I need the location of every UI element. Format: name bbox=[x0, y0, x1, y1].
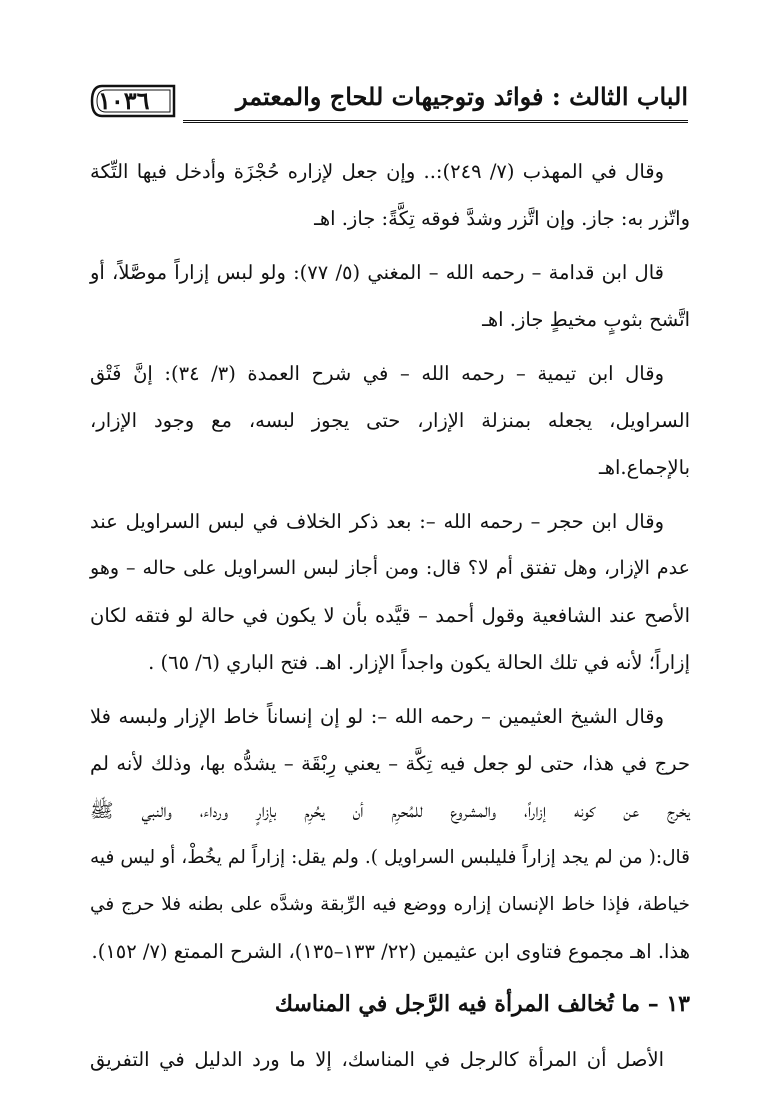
text-line: وقال ابن تيمية – رحمه الله – في شرح العمدة (٣/ ٣٤): إنَّ فَتْق bbox=[90, 362, 664, 385]
text-line: يخرج عن كونه إزاراً، والمشروع للمُحرِم أن يحُرِم بإزارٍ ورداء، والنبي ﷺ bbox=[90, 799, 690, 822]
text-line: بالإجماع.اهـ bbox=[598, 456, 690, 479]
text-line: الأصح عند الشافعية وقول أحمد – قيَّده بأن لا يكون في حالة لو فتقه لكان bbox=[90, 604, 690, 627]
paragraph bbox=[90, 693, 690, 975]
paragraph bbox=[90, 249, 690, 343]
section-heading: ١٣ – ما تُخالف المرأة فيه الرَّجل في المناسك bbox=[274, 991, 690, 1017]
text-line: هذا. اهـ مجموع فتاوى ابن عثيمين (٢٢/ ١٣٣–١٣٥)، الشرح الممتع (٧/ ١٥٢). bbox=[91, 940, 690, 963]
text-line: الأصل أن المرأة كالرجل في المناسك، إلا ما ورد الدليل في التفريق bbox=[90, 1048, 664, 1071]
text-line: خياطة، فإذا خاط الإنسان إزاره ووضع فيه الرِّبقة وشدَّه على بطنه فلا حرج في bbox=[90, 894, 690, 915]
paragraph bbox=[90, 350, 690, 491]
header-rule bbox=[183, 120, 688, 123]
text-line: قال ابن قدامة – رحمه الله – المغني (٥/ ٧٧): ولو لبس إزاراً موصَّلاً، أو bbox=[90, 261, 664, 284]
text-line: حرج في هذا، حتى لو جعل فيه تِكَّة – يعني رِبْقَة – يشدُّه بها، وذلك لأنه لم bbox=[90, 752, 690, 775]
chapter-title: الباب الثالث : فوائد وتوجيهات للحاج والمعتمر bbox=[235, 82, 688, 111]
paragraph bbox=[90, 498, 690, 686]
text-line: اتَّشح بثوبٍ مخيطٍ جاز. اهـ bbox=[482, 308, 690, 331]
text-line: وقال الشيخ العثيمين – رحمه الله –: لو إن إنساناً خاط الإزار ولبسه فلا bbox=[90, 705, 664, 728]
text-line: إزاراً؛ لأنه في تلك الحالة يكون واجداً الإزار. اهـ. فتح الباري (٦/ ٦٥) . bbox=[148, 651, 690, 674]
text-line: قال:( من لم يجد إزاراً فليلبس السراويل ). ولم يقل: إزاراً لم يخُطْ، أو ليس فيه bbox=[90, 847, 690, 868]
page-body bbox=[90, 148, 690, 1090]
text-line: وقال في المهذب (٧/ ٢٤٩):.. وإن جعل لإزاره حُجْزَة وأدخل فيها التِّكة bbox=[90, 160, 664, 183]
text-line: عدم الإزار، وهل تفتق أم لا؟ قال: ومن أجاز لبس السراويل على حاله – وهو bbox=[90, 557, 690, 579]
paragraph bbox=[90, 1036, 690, 1083]
text-line: واتّزر به: جاز. وإن اتَّزر وشدَّ فوقه تِكَّةً: جاز. اهـ bbox=[314, 207, 690, 230]
page-number: ١٠٣٦ bbox=[98, 86, 150, 115]
running-header bbox=[88, 78, 688, 124]
text-line: وقال ابن حجر – رحمه الله –: بعد ذكر الخلاف في لبس السراويل عند bbox=[90, 510, 664, 533]
paragraph bbox=[90, 148, 690, 242]
text-line: السراويل، يجعله بمنزلة الإزار، حتى يجوز لبسه، مع وجود الإزار، bbox=[90, 409, 690, 432]
